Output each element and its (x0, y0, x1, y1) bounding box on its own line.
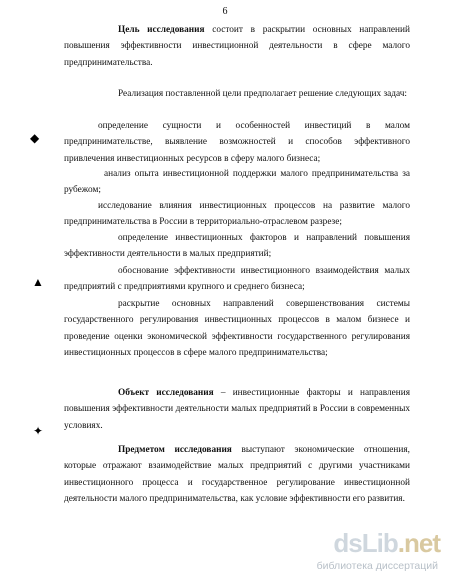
watermark-logo (316, 528, 440, 576)
margin-mark: ◆ (30, 131, 40, 145)
paragraph-task-6 (64, 296, 410, 361)
task-5-text: обоснование эффективности инвестиционного взаимодействия малых предприятий с предприятиями крупного и среднего бизнеса; (64, 266, 410, 293)
paragraph-research-goal (64, 22, 410, 71)
research-object-label: Объект исследования (118, 388, 214, 398)
task-2-text: анализ опыта инвестиционной поддержки малого предпринимательства за рубежом; (64, 169, 410, 196)
watermark-logo-tld: .net (397, 528, 440, 558)
research-goal-label: Цель исследования (118, 25, 205, 35)
watermark-logo-main: dsLib (333, 528, 398, 558)
watermark-logo-text (333, 528, 440, 558)
research-subject-text: выступают экономические отношения, которые отражают взаимодействие малых предприятий с другими участниками инвестиционного процесса и государственное регулирование инвестиционной деятельности малого предпринимательства, как условие эффективности его развития. (64, 445, 410, 504)
tasks-intro-text: Реализация поставленной цели предполагает решение следующих задач: (118, 89, 407, 99)
paragraph-task-2 (64, 166, 410, 199)
research-subject-label: Предметом исследования (118, 445, 232, 455)
watermark-subtitle: библиотека диссертаций (316, 560, 438, 572)
paragraph-research-object (64, 385, 410, 434)
margin-mark: ✦ (33, 424, 44, 438)
research-goal-text: состоит в раскрытии основных направлений повышения эффективности инвестиционной деятельности в сфере малого предпринимательства. (64, 25, 410, 68)
paragraph-task-5 (64, 263, 410, 296)
paragraph-research-subject (64, 442, 410, 507)
paragraph-tasks-intro (64, 86, 410, 102)
paragraph-task-4 (64, 230, 410, 263)
task-6-text: раскрытие основных направлений совершенствования системы государственного регулирования инвестиционных процессов в малом бизнесе и проведение оценки экономической эффективности государственного регулирования инвестиционных процессов в сфере малого предпринимательства; (64, 299, 410, 358)
paragraph-task-3 (64, 198, 410, 231)
task-3-text: исследование влияния инвестиционных процессов на развитие малого предпринимательства в России в территориально-отраслевом разрезе; (64, 201, 410, 228)
research-object-text: – инвестиционные факторы и направления повышения эффективности деятельности малых предприятий в России в современных условиях. (64, 388, 410, 431)
task-4-text: определение инвестиционных факторов и направлений повышения эффективности деятельности в малых предприятий; (64, 233, 410, 260)
task-1-text: определение сущности и особенностей инвестиций в малом предпринимательстве, выявление возможностей и способов эффективного привлечения инвестиционных ресурсов в сферу малого бизнеса; (64, 121, 410, 164)
margin-mark: ▲ (32, 275, 44, 289)
paragraph-task-1 (64, 118, 410, 167)
page-number: 6 (222, 6, 228, 17)
